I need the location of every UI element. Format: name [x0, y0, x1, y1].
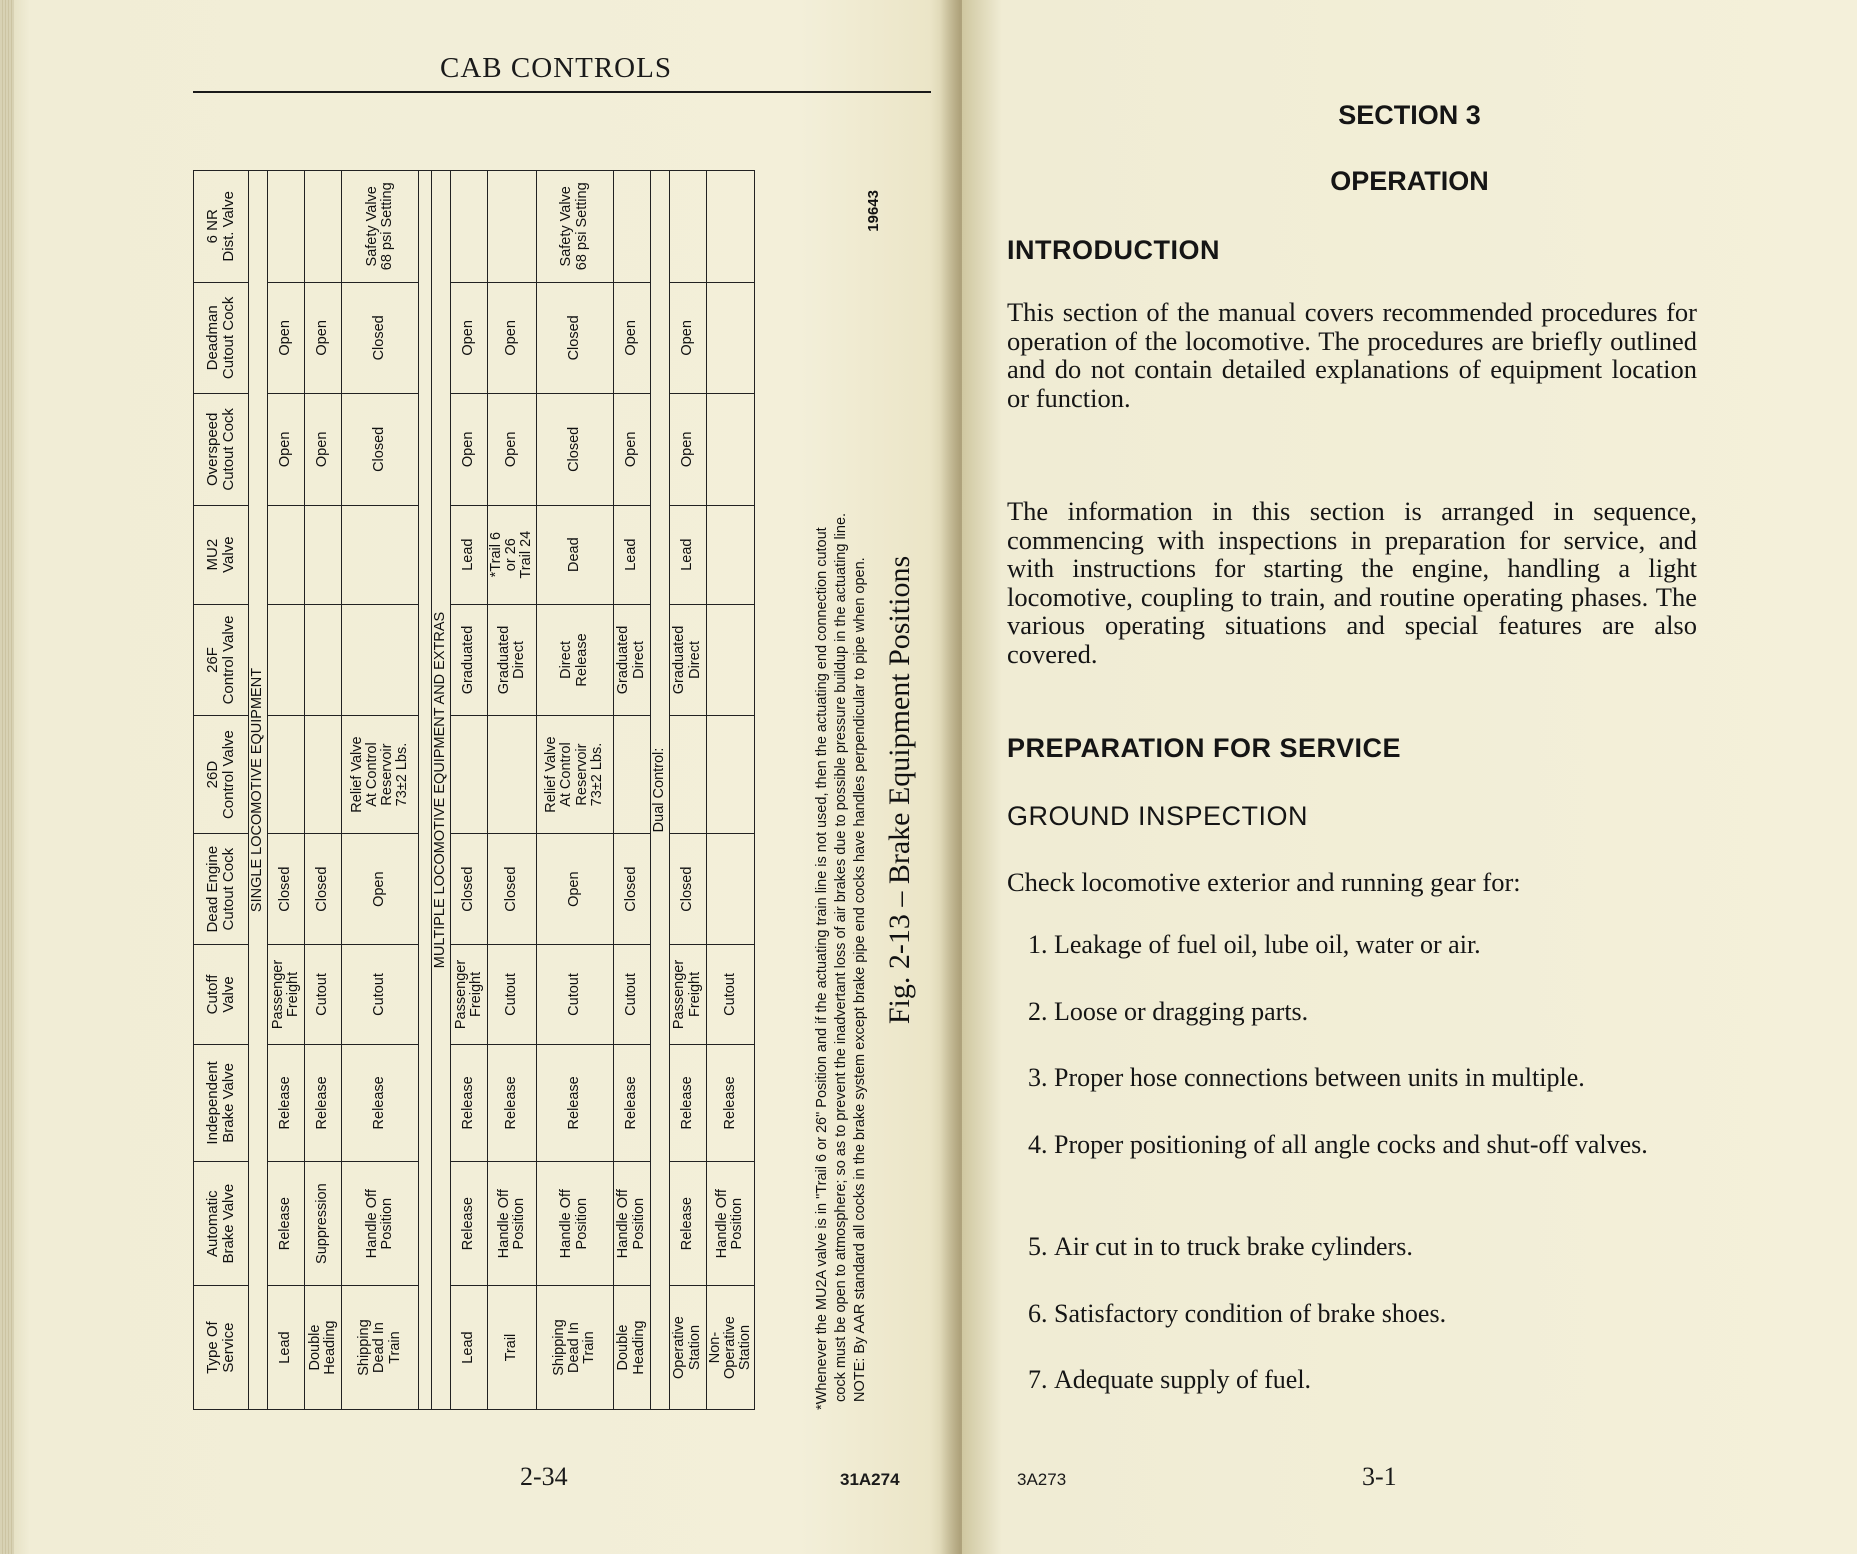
table-cell: Release	[268, 1162, 305, 1286]
table-cell: Handle Off Position	[488, 1162, 537, 1286]
document-code: 3A273	[1017, 1470, 1067, 1489]
checklist-text: Leakage of fuel oil, lube oil, water or air.	[1054, 930, 1481, 959]
table-cell: Closed	[613, 833, 650, 945]
section-label: SECTION 3	[1338, 100, 1481, 130]
figure-caption: Fig. 2-13 – Brake Equipment Positions	[883, 555, 916, 1025]
column-header: 26D Control Valve	[194, 716, 249, 834]
table-cell: Non- Operative Station	[706, 1286, 755, 1410]
section-title-row	[432, 171, 451, 1410]
checklist-item	[1028, 930, 1718, 960]
table-cell	[268, 716, 305, 834]
table-cell	[706, 833, 755, 945]
table-cell: Handle Off Position	[536, 1162, 613, 1286]
table-cell: Closed	[536, 394, 613, 506]
column-header: Overspeed Cutout Cock	[194, 394, 249, 506]
checklist-intro: Check locomotive exterior and running gear for:	[1007, 867, 1521, 897]
page-edges	[0, 0, 14, 1554]
table-cell: Open	[268, 282, 305, 394]
table-cell	[669, 171, 706, 283]
table-row	[706, 171, 755, 1410]
checklist-item	[1028, 1365, 1718, 1395]
table-row	[536, 171, 613, 1410]
table-cell	[305, 171, 342, 283]
table-cell: Release	[669, 1162, 706, 1286]
table-cell: Direct Release	[536, 604, 613, 716]
section-title-row	[650, 171, 669, 1410]
table-row	[488, 171, 537, 1410]
table-cell: Graduated Direct	[613, 604, 650, 716]
table-cell: Cutout	[613, 945, 650, 1044]
right-page	[962, 0, 1857, 1554]
table-cell	[305, 604, 342, 716]
table-cell: Closed	[669, 833, 706, 945]
table-cell: Lead	[669, 505, 706, 604]
table-row	[669, 171, 706, 1410]
table-cell: Lead	[613, 505, 650, 604]
table-row	[342, 171, 419, 1410]
table-cell: Closed	[305, 833, 342, 945]
document-code: 31A274	[840, 1470, 900, 1489]
table-cell	[342, 604, 419, 716]
table-cell: Trail	[488, 1286, 537, 1410]
section-title: MULTIPLE LOCOMOTIVE EQUIPMENT AND EXTRAS	[432, 171, 451, 1410]
table-cell: Passenger Freight	[669, 945, 706, 1044]
column-header: Automatic Brake Valve	[194, 1162, 249, 1286]
table-cell: Open	[669, 282, 706, 394]
table-cell	[268, 604, 305, 716]
table-cell: Open	[488, 282, 537, 394]
column-header: Cutoff Valve	[194, 945, 249, 1044]
table-cell: Closed	[451, 833, 488, 945]
table-cell: Open	[268, 394, 305, 506]
table-cell: Graduated	[451, 604, 488, 716]
table-cell: Release	[305, 1044, 342, 1162]
introduction-heading: INTRODUCTION	[1007, 235, 1220, 265]
table-cell	[706, 282, 755, 394]
column-header: Dead Engine Cutout Cock	[194, 833, 249, 945]
table-cell: Lead	[268, 1286, 305, 1410]
table-cell: Graduated Direct	[669, 604, 706, 716]
column-header: Type Of Service	[194, 1286, 249, 1410]
table-cell	[669, 716, 706, 834]
section-title: Dual Control:	[650, 171, 669, 1410]
table-cell	[342, 505, 419, 604]
table-cell: Cutout	[305, 945, 342, 1044]
table-cell: Passenger Freight	[451, 945, 488, 1044]
table-cell: Operative Station	[669, 1286, 706, 1410]
checklist-text: Adequate supply of fuel.	[1054, 1365, 1312, 1394]
footnote-line: *Whenever the MU2A valve is in "Trail 6 or 26" Position and if the actuating train line is not used, then the actuating end connection cutout	[814, 527, 830, 1410]
table-cell: Shipping Dead In Train	[342, 1286, 419, 1410]
table-cell: Open	[488, 394, 537, 506]
table-row	[613, 171, 650, 1410]
table-cell: Relief Valve At Control Reservoir 73±2 Lbs.	[536, 716, 613, 834]
preparation-heading: PREPARATION FOR SERVICE	[1007, 733, 1402, 763]
intro-paragraph: The information in this section is arranged in sequence, commencing with inspections in preparation for service, and with instructions for starting the engine, handling a light locomotive, coupling to train, and routine operating phases. The various operating situations and special features are also covered.	[1007, 496, 1697, 669]
table-cell: Open	[613, 282, 650, 394]
table-row	[451, 171, 488, 1410]
table-cell: Double Heading	[305, 1286, 342, 1410]
checklist-text: Proper positioning of all angle cocks and shut-off valves.	[1054, 1130, 1648, 1159]
table-cell: Open	[451, 282, 488, 394]
table-cell	[305, 716, 342, 834]
table-cell: Suppression	[305, 1162, 342, 1286]
table-cell: Closed	[268, 833, 305, 945]
section-title: SINGLE LOCOMOTIVE EQUIPMENT	[249, 171, 268, 1410]
table-cell	[268, 171, 305, 283]
table-cell: Double Heading	[613, 1286, 650, 1410]
running-head: CAB CONTROLS	[440, 52, 672, 84]
table-cell: Open	[342, 833, 419, 945]
table-cell: Graduated Direct	[488, 604, 537, 716]
table-cell: Closed	[536, 282, 613, 394]
intro-paragraph: This section of the manual covers recommended procedures for operation of the locomotive. The procedures are briefly outlined and do not contain detailed explanations of equipment location or function.	[1007, 297, 1697, 413]
page-number: 3-1	[1362, 1462, 1397, 1491]
table-cell: Passenger Freight	[268, 945, 305, 1044]
table-cell: Open	[613, 394, 650, 506]
table-cell: Dead	[536, 505, 613, 604]
table-cell: Release	[613, 1044, 650, 1162]
table-cell: Cutout	[706, 945, 755, 1044]
table-cell: Open	[536, 833, 613, 945]
checklist-number: 1.	[1028, 930, 1048, 959]
table-row	[305, 171, 342, 1410]
table-cell: Release	[706, 1044, 755, 1162]
checklist-text: Satisfactory condition of brake shoes.	[1054, 1299, 1447, 1328]
table-cell	[706, 171, 755, 283]
checklist-item	[1028, 1130, 1718, 1160]
table-cell: *Trail 6 or 26 Trail 24	[488, 505, 537, 604]
brake-equipment-table	[193, 170, 755, 1410]
table-cell: Release	[669, 1044, 706, 1162]
table-cell: Release	[342, 1044, 419, 1162]
checklist-number: 7.	[1028, 1365, 1048, 1394]
footnote-line: cock must be open to atmosphere; so as to prevent the inadvertant loss of air brakes due to possible pressure buildup in the actuating line.	[833, 512, 849, 1402]
checklist-item	[1028, 1299, 1718, 1329]
table-cell	[305, 505, 342, 604]
table-cell: Release	[451, 1044, 488, 1162]
table-cell: Release	[451, 1162, 488, 1286]
table-cell: Lead	[451, 505, 488, 604]
table-cell: Open	[451, 394, 488, 506]
table-cell: Closed	[488, 833, 537, 945]
table-cell	[706, 505, 755, 604]
table-cell: Handle Off Position	[613, 1162, 650, 1286]
footnotes	[813, 170, 870, 1410]
table-cell	[488, 171, 537, 283]
checklist-number: 6.	[1028, 1299, 1048, 1328]
table-header-row	[194, 171, 249, 1410]
column-header: 6 NR Dist. Valve	[194, 171, 249, 283]
table-cell	[706, 394, 755, 506]
table-cell: Relief Valve At Control Reservoir 73±2 Lbs.	[342, 716, 419, 834]
table-cell: Cutout	[536, 945, 613, 1044]
table-cell: Handle Off Position	[342, 1162, 419, 1286]
table-cell: Safety Valve 68 psi Setting	[342, 171, 419, 283]
section-title-row	[249, 171, 268, 1410]
table-cell	[268, 505, 305, 604]
table-cell: Shipping Dead In Train	[536, 1286, 613, 1410]
figure-number: 19643	[865, 190, 882, 232]
checklist-text: Loose or dragging parts.	[1054, 997, 1309, 1026]
column-header: Independent Brake Valve	[194, 1044, 249, 1162]
header-rule	[193, 91, 931, 93]
checklist-number: 2.	[1028, 997, 1048, 1026]
table-cell: Open	[305, 394, 342, 506]
table-cell: Open	[305, 282, 342, 394]
checklist-item	[1028, 1063, 1718, 1093]
column-header: 26F Control Valve	[194, 604, 249, 716]
table-cell	[451, 716, 488, 834]
table-cell: Release	[488, 1044, 537, 1162]
checklist-item	[1028, 997, 1718, 1027]
rotated-figure	[193, 170, 962, 1410]
column-header: MU2 Valve	[194, 505, 249, 604]
checklist-text: Air cut in to truck brake cylinders.	[1054, 1232, 1413, 1261]
table-cell	[613, 171, 650, 283]
page-number: 2-34	[520, 1462, 568, 1491]
checklist-number: 3.	[1028, 1063, 1048, 1092]
table-cell	[488, 716, 537, 834]
table-cell: Cutout	[488, 945, 537, 1044]
table-cell: Open	[669, 394, 706, 506]
ground-inspection-heading: GROUND INSPECTION	[1007, 801, 1309, 831]
checklist-text: Proper hose connections between units in multiple.	[1054, 1063, 1585, 1092]
table-cell: Safety Valve 68 psi Setting	[536, 171, 613, 283]
checklist-number: 4.	[1028, 1130, 1048, 1159]
table-cell: Release	[268, 1044, 305, 1162]
section-title: OPERATION	[1330, 166, 1489, 196]
checklist-number: 5.	[1028, 1232, 1048, 1261]
table-cell: Release	[536, 1044, 613, 1162]
table-cell	[451, 171, 488, 283]
table-cell: Closed	[342, 394, 419, 506]
checklist-item	[1028, 1232, 1718, 1262]
table-cell: Cutout	[342, 945, 419, 1044]
table-cell	[613, 716, 650, 834]
aar-note: NOTE: By AAR standard all cocks in the brake system except brake pipe end cocks have handles perpendicular to pipe when open.	[852, 557, 868, 1402]
table-cell: Lead	[451, 1286, 488, 1410]
table-cell: Closed	[342, 282, 419, 394]
table-cell	[706, 716, 755, 834]
table-row	[268, 171, 305, 1410]
column-header: Deadman Cutout Cock	[194, 282, 249, 394]
table-cell: Handle Off Position	[706, 1162, 755, 1286]
table-cell	[706, 604, 755, 716]
